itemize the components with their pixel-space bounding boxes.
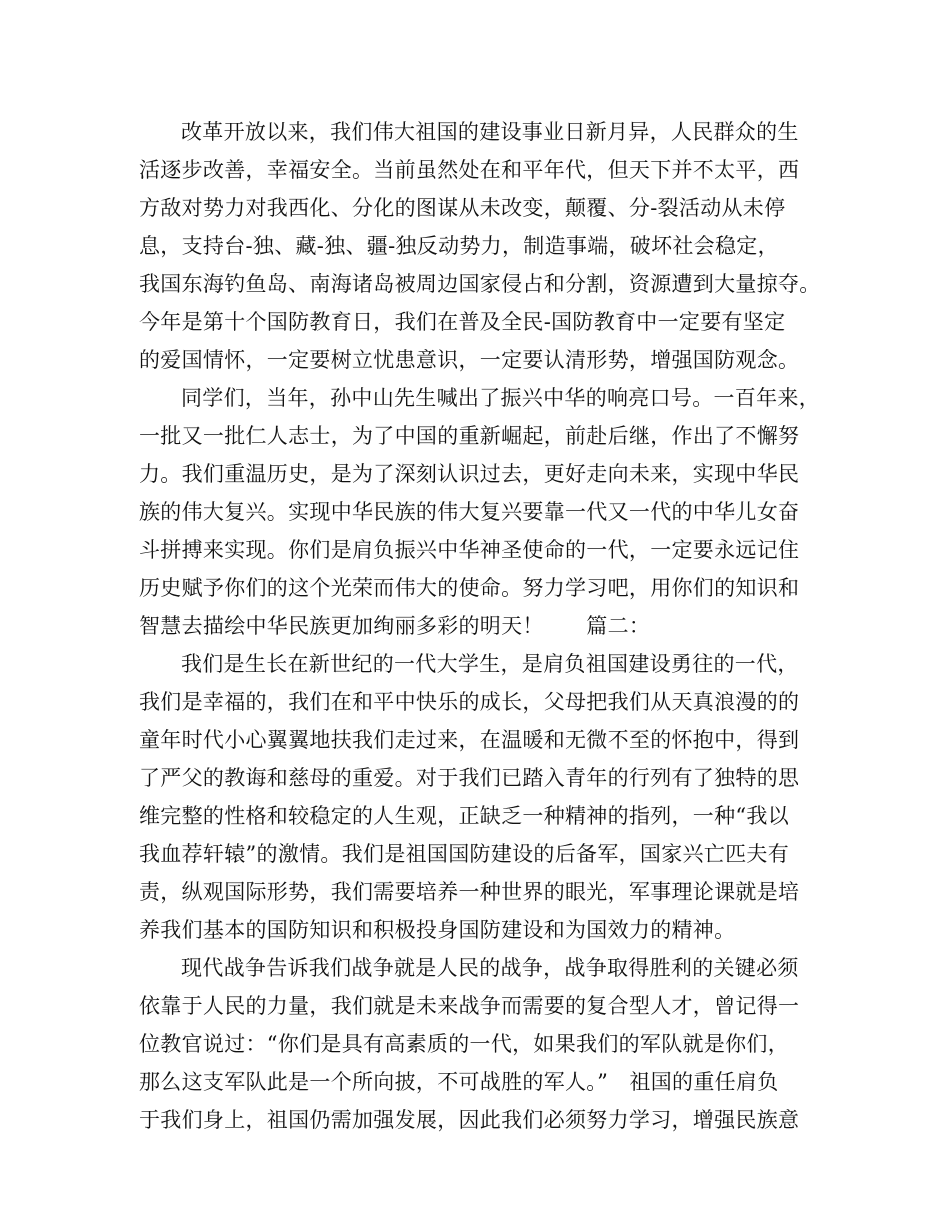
paragraph-line: 息，支持台-独、藏-独、疆-独反动势力，制造事端，破坏社会稳定， — [139, 234, 779, 258]
paragraph-line: 依靠于人民的力量，我们就是未来战争而需要的复合型人才，曾记得一 — [139, 994, 800, 1018]
paragraph-line: 那么这支军队此是一个所向披，不可战胜的军人。” 祖国的重任肩负 — [139, 1070, 779, 1094]
paragraph-line: 我们是幸福的，我们在和平中快乐的成长，父母把我们从天真浪漫的的 — [139, 690, 800, 714]
paragraph-line: 一批又一批仁人志士，为了中国的重新崛起，前赴后继，作出了不懈努 — [139, 424, 800, 448]
paragraph-line: 我国东海钓鱼岛、南海诸岛被周边国家侵占和分割，资源遭到大量掠夺。 — [139, 272, 821, 296]
paragraph-line: 改革开放以来，我们伟大祖国的建设事业日新月异，人民群众的生 — [181, 120, 799, 144]
paragraph-line: 于我们身上，祖国仍需加强发展，因此我们必须努力学习，增强民族意 — [139, 1108, 800, 1132]
paragraph-line: 现代战争告诉我们战争就是人民的战争，战争取得胜利的关键必须 — [181, 956, 799, 980]
paragraph-line: 力。我们重温历史，是为了深刻认识过去，更好走向未来，实现中华民 — [139, 462, 800, 486]
paragraph-line: 我们是生长在新世纪的一代大学生，是肩负祖国建设勇往的一代， — [181, 652, 799, 676]
paragraph-line: 责，纵观国际形势，我们需要培养一种世界的眼光，军事理论课就是培 — [139, 880, 800, 904]
paragraph-line: 族的伟大复兴。实现中华民族的伟大复兴要靠一代又一代的中华儿女奋 — [139, 500, 800, 524]
paragraph-line: 活逐步改善，幸福安全。当前虽然处在和平年代，但天下并不太平，西 — [139, 158, 800, 182]
paragraph-line: 养我们基本的国防知识和积极投身国防建设和为国效力的精神。 — [139, 918, 736, 942]
paragraph-line: 同学们，当年，孙中山先生喊出了振兴中华的响亮口号。一百年来， — [181, 386, 820, 410]
paragraph-line: 位教官说过：“你们是具有高素质的一代，如果我们的军队就是你们， — [139, 1032, 790, 1056]
paragraph-line: 我血荐轩辕”的激情。我们是祖国国防建设的后备军，国家兴亡匹夫有 — [139, 842, 790, 866]
paragraph-line: 的爱国情怀，一定要树立忧患意识，一定要认清形势，增强国防观念。 — [139, 348, 800, 372]
paragraph-line: 斗拼搏来实现。你们是肩负振兴中华神圣使命的一代，一定要永远记住 — [139, 538, 800, 562]
paragraph-line: 方敌对势力对我西化、分化的图谋从未改变，颠覆、分-裂活动从未停 — [139, 196, 786, 220]
paragraph-line: 历史赋予你们的这个光荣而伟大的使命。努力学习吧，用你们的知识和 — [139, 576, 800, 600]
paragraph-line: 维完整的性格和较稳定的人生观，正缺乏一种精神的指列，一种“我以 — [139, 804, 790, 828]
paragraph-line: 智慧去描绘中华民族更加绚丽多彩的明天！ 篇二： — [139, 614, 651, 638]
body-text — [139, 113, 829, 1139]
paragraph-line: 了严父的教诲和慈母的重爱。对于我们已踏入青年的行列有了独特的思 — [139, 766, 800, 790]
paragraph-line: 童年时代小心翼翼地扶我们走过来，在温暖和无微不至的怀抱中，得到 — [139, 728, 800, 752]
paragraph-line: 今年是第十个国防教育日，我们在普及全民-国防教育中一定要有坚定 — [139, 310, 786, 334]
